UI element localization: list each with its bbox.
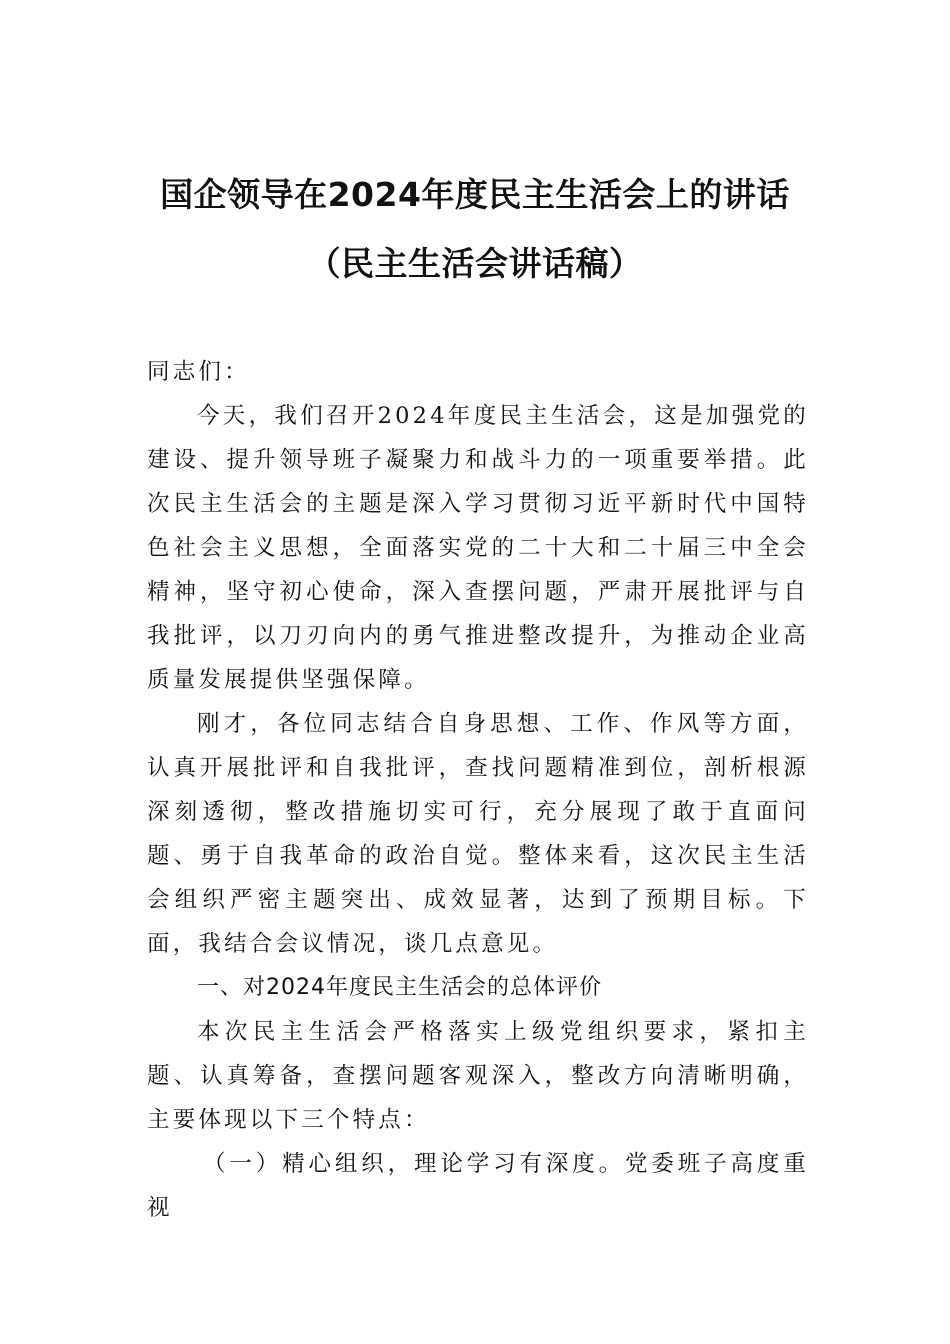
salutation: 同志们： [147,359,250,385]
document-subtitle: （民主生活会讲话稿） [307,244,643,283]
section-heading: 一、对2024年度民主生活会的总体评价 [197,975,602,1000]
subsection-start: （一）精心组织，理论学习有深度。党委班子高度重视 [147,1151,809,1221]
paragraph-summary: 刚才，各位同志结合自身思想、工作、作风等方面，认真开展批评和自我批评，查找问题精准到位，剖析根源深刻透彻，整改措施切实可行，充分展现了敢于直面问题、勇于自我革命的政治自觉。整体来看，这次民主生活会组织严密主题突出、成效显著，达到了预期目标。下面，我结合会议情况，谈几点意见。 [147,711,809,957]
paragraph-intro: 今天，我们召开2024年度民主生活会，这是加强党的建设、提升领导班子凝聚力和战斗力的一项重要举措。此次民主生活会的主题是深入学习贯彻习近平新时代中国特色社会主义思想，全面落实党的二十大和二十届三中全会精神，坚守初心使命，深入查摆问题，严肃开展批评与自我批评，以刀刃向内的勇气推进整改提升，为推动企业高质量发展提供坚强保障。 [147,403,809,693]
document-title: 国企领导在2024年度民主生活会上的讲话 [160,175,790,214]
document-body [147,350,809,1230]
section-paragraph: 本次民主生活会严格落实上级党组织要求，紧扣主题、认真筹备，查摆问题客观深入，整改方向清晰明确，主要体现以下三个特点： [147,1019,809,1133]
